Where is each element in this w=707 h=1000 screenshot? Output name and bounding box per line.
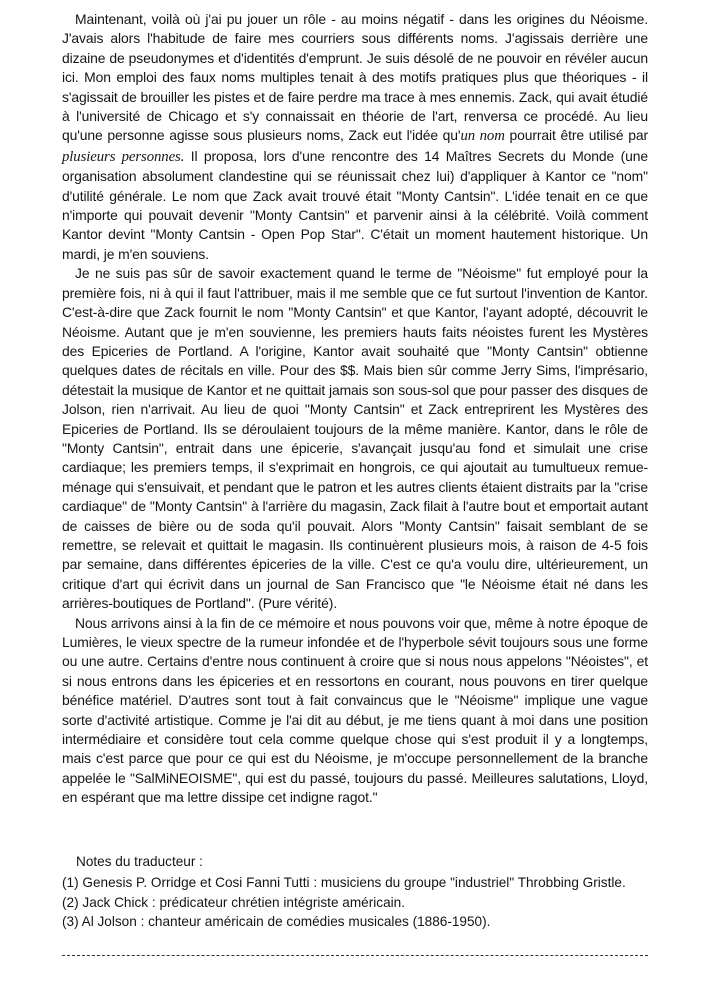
paragraph-3: Nous arrivons ainsi à la fin de ce mémoire et nous pouvons voir que, même à notre époque de Lumières, le vieux spectre de la rumeur infondée et de l'hyperbole sévit toujours sous une forme ou une autre. Certains d'entre nous continuent à croire que si nous nous appelons "Néoistes", et si nous entrons dans les épiceries et en ressortons en courant, nous pouvons en tirer quelque bénéfice matériel. D'autres sont tout à fait convaincus que le "Néoisme" implique une vague sorte d'activité artistique. Comme je l'ai dit au début, je me tiens quant à moi dans une position intermédiaire et considère tout cela comme quelque chose qui s'est produit il y a longtemps, mais c'est parce que pour ce qui est du Néoisme, je m'occupe personnellement de la branche appelée le "SalMiNEOISME", qui est du passé, toujours du passé. Meilleures salutations, Lloyd, en espérant que ma lettre dissipe cet indigne ragot." [62,614,648,806]
paragraph-1-text-a: Maintenant, voilà où j'ai pu jouer un rôle - au moins négatif - dans les origines du Néoisme. J'avais alors l'habitude de faire mes courriers sous différents noms. J'agissais derrière une dizaine de pseudonymes et d'identités d'emprunt. Je suis désolé de ne pouvoir en révéler aucun ici. Mon emploi des faux noms multiples tenait à des motifs pratiques plus que théoriques - il s'agissait de brouiller les pistes et de faire perdre ma trace à mes ennemis. Zack, qui avait étudié à l'université de Chicago et s'y connaissait en théorie de l'art, renversa ce procédé. Au lieu qu'une personne agisse sous plusieurs noms, Zack eut l'idée qu' [62,11,648,144]
paragraph-1 [62,10,648,264]
note-1: (1) Genesis P. Orridge et Cosi Fanni Tutti : musiciens du groupe "industriel" Throbbing Gristle. [62,875,626,891]
note-3: (3) Al Jolson : chanteur américain de comédies musicales (1886-1950). [62,914,491,930]
emphasis-plusieurs-personnes: plusieurs personnes. [62,148,185,165]
translator-notes [62,852,648,932]
notes-title: Notes du traducteur : [76,854,203,869]
emphasis-un-nom: un nom [460,128,505,145]
paragraph-1-text-c: Il proposa, lors d'une rencontre des 14 Maîtres Secrets du Monde (une organisation absolument clandestine qui se réunissait chez lui) d'appliquer à Kantor ce "nom" d'utilité générale. Le nom que Zack avait trouvé était "Monty Cantsin". L'idée tenait en ce que n'importe qui pouvait devenir "Monty Cantsin" et parvenir ainsi à la célébrité. Voilà comment Kantor devint "Monty Cantsin - Open Pop Star". C'était un moment hautement historique. Un mardi, je m'en souviens. [62,147,648,262]
paragraph-1-text-b: pourrait être utilisé par [504,127,648,144]
paragraph-2: Je ne suis pas sûr de savoir exactement quand le terme de "Néoisme" fut employé pour la première fois, ni à qui il faut l'attribuer, mais il me semble que ce fut surtout l'invention de Kantor. C'est-à-dire que Zack fournit le nom "Monty Cantsin" et que Kantor, l'ayant adopté, découvrit le Néoisme. Autant que je m'en souvienne, les premiers hauts faits néoistes furent les Mystères des Epiceries de Portland. A l'origine, Kantor avait souhaité que "Monty Cantsin" obtienne quelques dates de récitals en ville. Pour des $$. Mais bien sûr comme Jerry Sims, l'imprésario, détestait la musique de Kantor et ne quittait jamais son sous-sol que pour passer des disques de Jolson, rien n'arrivait. Au lieu de quoi "Monty Cantsin" et Zack entreprirent les Mystères des Epiceries de Portland. Ils se déroulaient toujours de la même manière. Kantor, dans le rôle de "Monty Cantsin", entrait dans une épicerie, s'avançait jusqu'au fond et simulait une crise cardiaque; les premiers temps, il s'exprimait en hongrois, ce qui ajoutait au tumultueux remue-ménage qui s'ensuivait, et pendant que le patron et les autres clients étaient distraits par la "crise cardiaque" de "Monty Cantsin" à l'arrière du magasin, Zack filait à l'autre bout et emportait autant de caisses de bière ou de soda qu'il pouvait. Alors "Monty Cantsin" faisait semblant de se remettre, se relevait et quittait le magasin. Ils continuèrent plusieurs mois, à raison de 4-5 fois par semaine, dans différentes épiceries de la ville. C'est ce qu'a voulu dire, ultérieurement, un critique d'art qui écrivit dans un journal de San Francisco que "le Néoisme était né dans les arrières-boutiques de Portland". (Pure vérité). [62,265,648,612]
letter-body [62,10,648,808]
note-2: (2) Jack Chick : prédicateur chrétien intégriste américain. [62,894,406,910]
dashed-divider [62,955,648,956]
